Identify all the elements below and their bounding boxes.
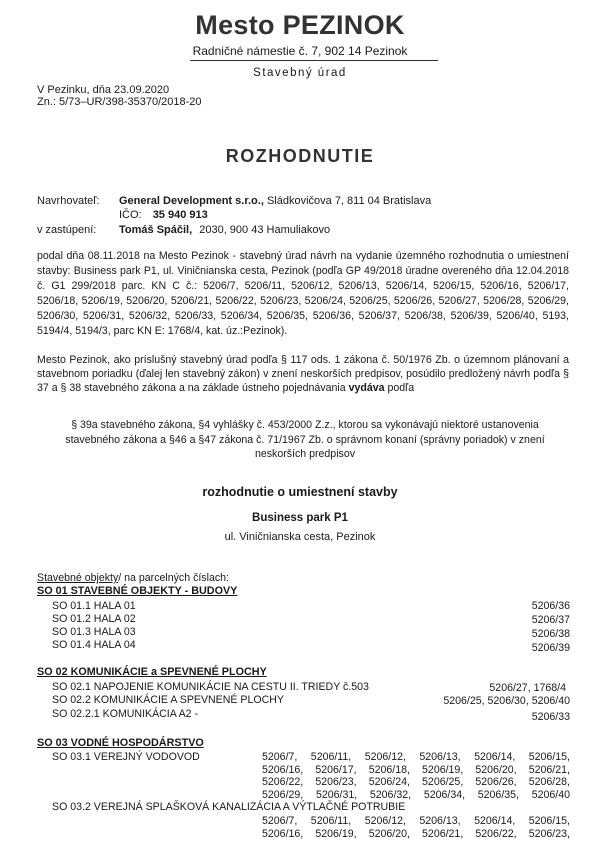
- representative-address: 2030, 900 43 Hamuliakovo: [199, 224, 331, 236]
- parcel-line: [262, 751, 570, 764]
- parcel-number: 5206/23,: [315, 776, 357, 788]
- parcel-number: 5206/7,: [262, 815, 298, 827]
- parcel-number: 5206/32,: [369, 788, 412, 801]
- paragraph-authority-issues: vydáva: [348, 382, 385, 394]
- object-label: SO 01.1 HALA 01: [52, 600, 136, 612]
- parcel-number: 5206/12,: [364, 815, 406, 827]
- city-title: Mesto PEZINOK: [195, 10, 405, 40]
- project-location: ul. Viničnianska cesta, Pezinok: [224, 531, 376, 543]
- object-label: SO 03.1 VEREJNÝ VODOVOD: [52, 751, 200, 763]
- parcel-number: 5206/23,: [528, 827, 570, 840]
- parcel-number: 5206/7,: [262, 751, 298, 763]
- project-name: Business park P1: [252, 512, 348, 524]
- parcel-line: [262, 828, 570, 841]
- city-address: Radničné námestie č. 7, 902 14 Pezinok: [192, 44, 408, 58]
- representative-line: [119, 224, 330, 236]
- parcel-number: 5206/14,: [474, 815, 516, 827]
- parcel-number: 5206/21,: [528, 763, 570, 776]
- applicant-line: [119, 195, 431, 207]
- parcel-number: 5206/34,: [423, 788, 466, 801]
- parcel-number: 5206/29,: [262, 788, 304, 801]
- water-supply-parcels: [262, 751, 570, 801]
- section-title: SO 03 VODNÉ HOSPODÁRSTVO: [37, 737, 204, 749]
- office-name: Stavebný úrad: [253, 67, 347, 79]
- object-label: SO 01.4 HALA 04: [52, 639, 136, 651]
- paragraph-authority: [37, 353, 569, 395]
- parcel-number: 5206/40: [531, 788, 570, 801]
- paragraph-authority-text: Mesto Pezinok, ako príslušný stavebný úrad podľa § 117 ods. 1 zákona č. 50/1976 Zb. o územnom plánovaní a stavebnom poriadku (ďalej len stavebný zákon) v znení neskorších predpisov, posúdilo predložený návrh podľa § 37 a § 38 stavebného zákona a na základe ústneho pojednávania: [37, 354, 569, 394]
- parcel-line: [262, 789, 570, 802]
- object-parcels: 5206/39: [531, 642, 570, 654]
- parcel-number: 5206/19,: [422, 763, 464, 776]
- reference-number: Zn.: 5/73–UR/398-35370/2018-20: [37, 96, 202, 108]
- objects-intro-rest: / na parcelných číslach:: [118, 572, 229, 584]
- representative-label: v zastúpení:: [37, 224, 97, 236]
- parcel-number: 5206/13,: [419, 751, 461, 763]
- object-parcels: 5206/27, 1768/4: [489, 682, 566, 694]
- paragraph-authority-end: podľa: [387, 382, 415, 394]
- parcel-number: 5206/17,: [315, 763, 357, 776]
- applicant-label: Navrhovateľ:: [37, 195, 100, 207]
- parcel-number: 5206/20,: [368, 827, 410, 840]
- object-label: SO 03.2 VEREJNÁ SPLAŠKOVÁ KANALIZÁCIA A VÝTLAČNÉ POTRUBIE: [52, 801, 406, 813]
- objects-intro: [37, 572, 229, 584]
- parcel-number: 5206/20,: [475, 763, 517, 776]
- parcel-line: [262, 764, 570, 777]
- paragraph-application: podal dňa 08.11.2018 na Mesto Pezinok - stavebný úrad návrh na vydanie územného rozhodnutia o umiestnení stavby: Business park P1, ul. Viničnianska cesta, Pezinok (podľa GP 49/2018 úradne overeného dňa 12.04.2018 č. G1 299/2018 parc. KN C č.: 5206/7, 5206/11, 5206/12, 5206/13, 5206/14, 5206/15, 5206/16, 5206/17, 5206/18, 5206/19, 5206/20, 5206/21, 5206/22, 5206/23, 5206/24, 5206/25, 5206/26, 5206/27, 5206/28, 5206/29, 5206/30, 5206/31, 5206/32, 5206/33, 5206/34, 5206/35, 5206/36, 5206/37, 5206/38, 5206/39, 5206/40, 5193, 5194/4, 5194/3, parc KN E: 1768/4, kat. úz.:Pezinok).: [37, 250, 569, 337]
- parcel-number: 5206/21,: [422, 827, 464, 840]
- parcel-number: 5206/26,: [475, 776, 517, 788]
- parcel-number: 5206/28,: [528, 776, 570, 788]
- object-parcels: 5206/38: [531, 628, 570, 640]
- parcel-number: 5206/22,: [262, 776, 304, 788]
- paragraph-legal-basis: § 39a stavebného zákona, §4 vyhlášky č. 453/2000 Z.z., ktorou sa vykonávajú niektoré ustanovenia stavebného zákona a §46 a §47 zákona č. 71/1967 Zb. o správnom konaní (správny poriadok) v znení neskorších predpisov: [65, 419, 545, 460]
- parcel-line: [262, 776, 570, 789]
- object-label: SO 02.2 KOMUNIKÁCIE A SPEVNENÉ PLOCHY: [52, 694, 284, 706]
- applicant-address: Sládkovičova 7, 811 04 Bratislava: [266, 195, 432, 207]
- ico-label: IČO:: [119, 209, 142, 221]
- parcel-number: 5206/35,: [477, 788, 519, 801]
- representative-name: Tomáš Spáčil,: [119, 224, 193, 236]
- applicant-name: General Development s.r.o.,: [119, 195, 264, 207]
- decision-subheading: rozhodnutie o umiestnení stavby: [202, 485, 398, 499]
- parcel-number: 5206/15,: [528, 815, 570, 827]
- ico-value: 35 940 913: [152, 209, 208, 221]
- section-title: SO 02 KOMUNIKÁCIE a SPEVNENÉ PLOCHY: [37, 666, 267, 678]
- parcel-number: 5206/24,: [368, 776, 410, 788]
- parcel-number: 5206/12,: [364, 751, 406, 763]
- header-divider: [190, 60, 438, 61]
- sewer-parcels: [262, 815, 570, 840]
- object-label: SO 01.2 HALA 02: [52, 613, 136, 625]
- object-parcels: 5206/37: [531, 614, 570, 626]
- parcel-number: 5206/15,: [528, 751, 570, 763]
- parcel-number: 5206/14,: [474, 751, 516, 763]
- parcel-line: [262, 815, 570, 828]
- object-parcels: 5206/36: [531, 600, 570, 612]
- object-label: SO 02.1 NAPOJENIE KOMUNIKÁCIE NA CESTU II. TRIEDY č.503: [52, 681, 369, 693]
- parcel-number: 5206/11,: [310, 751, 352, 763]
- parcel-number: 5206/11,: [310, 815, 352, 827]
- parcel-number: 5206/31,: [315, 788, 358, 801]
- parcel-number: 5206/16,: [262, 827, 304, 840]
- object-parcels: 5206/33: [531, 711, 570, 723]
- parcel-number: 5206/16,: [262, 763, 304, 776]
- parcel-number: 5206/19,: [315, 827, 357, 840]
- parcel-number: 5206/13,: [419, 815, 461, 827]
- section-title: SO 01 STAVEBNÉ OBJEKTY - BUDOVY: [37, 585, 238, 597]
- object-label: SO 01.3 HALA 03: [52, 626, 136, 638]
- objects-intro-label: Stavebné objekty: [37, 572, 119, 584]
- ico-line: [119, 209, 208, 221]
- object-parcels: 5206/25, 5206/30, 5206/40: [443, 695, 570, 707]
- parcel-number: 5206/18,: [368, 763, 410, 776]
- parcel-number: 5206/22,: [475, 827, 517, 840]
- object-label: SO 02.2.1 KOMUNIKÁCIA A2 -: [52, 708, 199, 720]
- place-date: V Pezinku, dňa 23.09.2020: [37, 84, 170, 96]
- parcel-number: 5206/25,: [422, 776, 464, 788]
- document-heading: ROZHODNUTIE: [225, 146, 375, 166]
